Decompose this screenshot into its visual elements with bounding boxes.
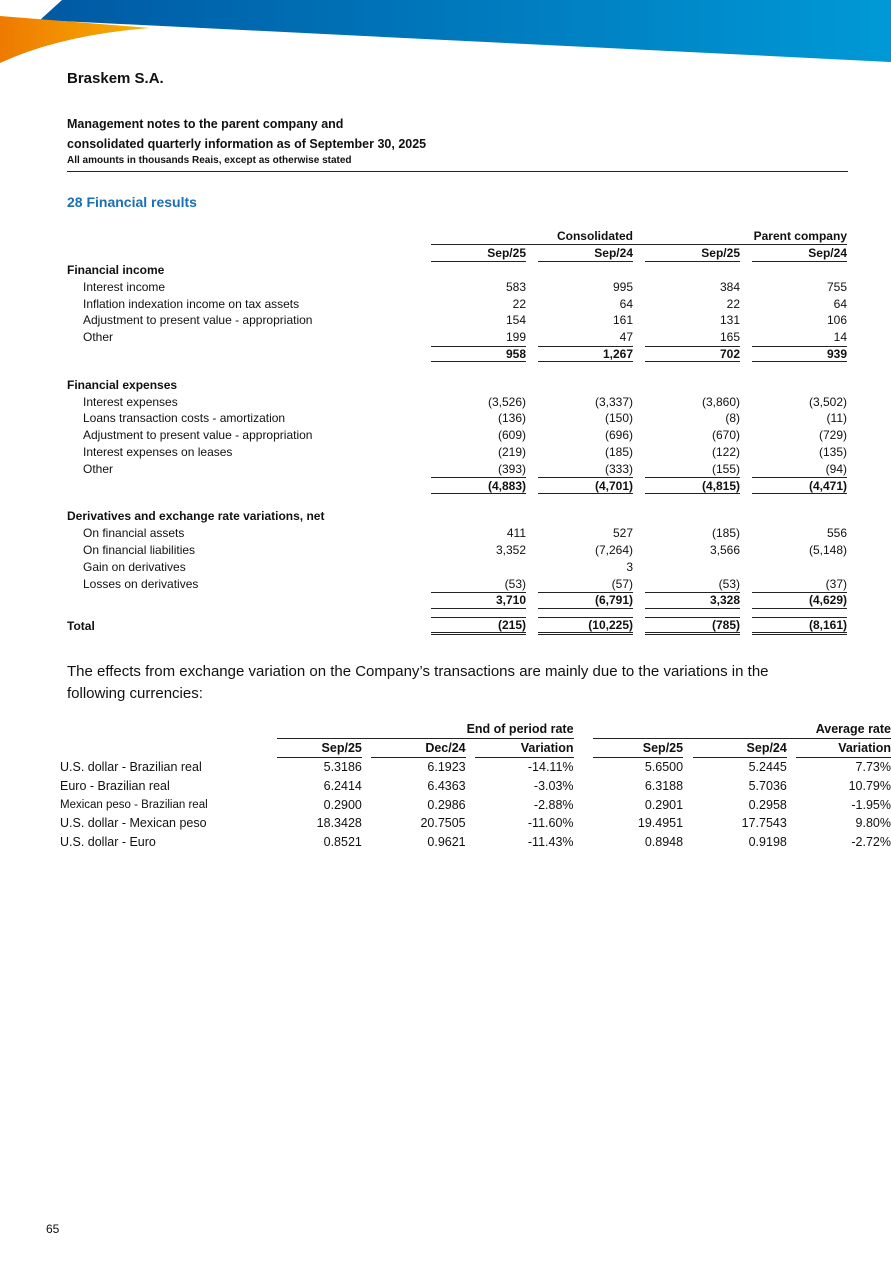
table-row	[67, 410, 847, 427]
cell	[526, 477, 538, 494]
row-label: Loans transaction costs - amortization	[83, 411, 286, 426]
table-row	[67, 460, 847, 477]
cell	[633, 444, 645, 461]
section-header-row	[67, 508, 847, 525]
value-cell: 22	[512, 296, 526, 311]
cell	[526, 525, 538, 542]
column-header-row	[67, 245, 847, 262]
value-cell: 17.7543	[741, 816, 787, 831]
table-row	[67, 558, 847, 575]
value-cell: (53)	[504, 576, 526, 591]
value-cell	[752, 558, 847, 575]
row-label: Other	[83, 330, 114, 345]
value-cell: Sep/25	[431, 245, 526, 262]
cell	[740, 312, 752, 329]
cell	[740, 346, 752, 363]
value-cell: (185)	[604, 444, 633, 459]
company-name: Braskem S.A.	[67, 70, 164, 87]
cell	[740, 477, 752, 494]
value-cell: 10.79%	[848, 778, 891, 793]
cell	[526, 393, 538, 410]
table-row	[67, 393, 847, 410]
value-cell: 995	[612, 279, 633, 294]
value-cell: (785)	[645, 617, 740, 635]
group-header: Consolidated	[431, 228, 633, 245]
table-row	[67, 542, 847, 559]
value-cell: 19.4951	[637, 816, 684, 831]
value-cell: 165	[719, 330, 740, 345]
value-cell: Sep/25	[645, 245, 740, 262]
value-cell: 6.4363	[427, 778, 466, 793]
value-cell: 154	[505, 313, 526, 328]
value-cell: -3.03%	[533, 778, 574, 793]
value-cell: 1,267	[538, 346, 633, 363]
value-cell: -1.95%	[851, 797, 891, 812]
page-number: 65	[46, 1222, 60, 1236]
value-cell: (3,526)	[487, 394, 526, 409]
cell	[633, 312, 645, 329]
value-cell: 5.3186	[323, 759, 362, 774]
value-cell: (8)	[725, 411, 740, 426]
column-header-row	[60, 739, 891, 758]
value-cell: Variation	[796, 739, 891, 758]
value-cell: (333)	[604, 461, 633, 476]
cell	[740, 427, 752, 444]
value-cell: 131	[719, 313, 740, 328]
value-cell: Sep/25	[277, 739, 362, 758]
value-cell: -11.43%	[527, 835, 574, 850]
value-cell: 3,710	[431, 592, 526, 609]
value-cell: 64	[619, 296, 633, 311]
cell	[67, 245, 431, 262]
value-cell: (3,860)	[701, 394, 740, 409]
subtotal-row	[67, 592, 847, 609]
cell	[740, 329, 752, 346]
cell	[633, 329, 645, 346]
value-cell: 20.7505	[420, 816, 466, 831]
cell	[526, 558, 538, 575]
group-header-row	[60, 720, 891, 739]
value-cell: 7.73%	[855, 759, 891, 774]
cell	[740, 393, 752, 410]
value-cell: 18.3428	[316, 816, 362, 831]
cell	[526, 444, 538, 461]
cell	[526, 427, 538, 444]
value-cell: (155)	[711, 461, 740, 476]
value-cell: 0.9198	[748, 835, 787, 850]
value-cell: 939	[752, 346, 847, 363]
value-cell: Sep/25	[593, 739, 683, 758]
subtotal-row	[67, 477, 847, 494]
section-title: 28 Financial results	[67, 194, 197, 210]
value-cell: 0.2900	[323, 797, 362, 812]
cell	[740, 410, 752, 427]
cell	[526, 617, 538, 635]
report-subtitle: Management notes to the parent company and	[67, 117, 344, 131]
row-label: Gain on derivatives	[83, 559, 186, 574]
value-cell: (53)	[718, 576, 740, 591]
value-cell: 958	[431, 346, 526, 363]
value-cell: (122)	[711, 444, 740, 459]
value-cell: (696)	[604, 428, 633, 443]
cell	[67, 346, 431, 363]
section-header-row	[67, 376, 847, 393]
exchange-rates-table	[60, 720, 891, 852]
group-header: Parent company	[645, 228, 847, 245]
table-row	[67, 427, 847, 444]
cell	[526, 245, 538, 262]
value-cell: (7,264)	[594, 542, 633, 557]
section-label: Financial expenses	[67, 377, 178, 392]
table-row	[60, 833, 891, 852]
cell	[633, 228, 645, 245]
value-cell: (57)	[611, 576, 633, 591]
row-label: Adjustment to present value - appropriation	[83, 313, 313, 328]
cell	[740, 617, 752, 635]
cell	[526, 312, 538, 329]
cell	[740, 278, 752, 295]
row-label: Interest expenses	[83, 394, 178, 409]
currency-pair: U.S. dollar - Brazilian real	[60, 759, 202, 774]
cell	[740, 592, 752, 609]
value-cell: 0.9621	[427, 835, 466, 850]
value-cell: 5.7036	[748, 778, 787, 793]
table-row	[67, 444, 847, 461]
cell	[740, 245, 752, 262]
value-cell: Sep/24	[752, 245, 847, 262]
amounts-note: All amounts in thousands Reais, except as otherwise stated	[67, 155, 352, 166]
value-cell: 556	[826, 526, 847, 541]
value-cell: 161	[612, 313, 633, 328]
value-cell: 6.2414	[323, 778, 362, 793]
value-cell: 0.8948	[644, 835, 684, 850]
section-label: Financial income	[67, 262, 165, 277]
value-cell: (6,791)	[538, 592, 633, 609]
table-row	[60, 814, 891, 833]
cell	[67, 228, 431, 245]
value-cell: 411	[506, 526, 526, 541]
value-cell: 3	[626, 559, 633, 574]
currency-pair: U.S. dollar - Euro	[60, 835, 156, 850]
value-cell: (3,502)	[808, 394, 847, 409]
cell	[526, 542, 538, 559]
value-cell: (136)	[497, 411, 526, 426]
value-cell: 3,352	[495, 542, 526, 557]
cell	[526, 575, 538, 592]
value-cell: (150)	[604, 411, 633, 426]
value-cell: (670)	[711, 428, 740, 443]
cell	[740, 525, 752, 542]
header-banner	[0, 0, 891, 70]
value-cell: 6.1923	[427, 759, 466, 774]
cell	[633, 477, 645, 494]
report-subtitle: consolidated quarterly information as of September 30, 2025	[67, 137, 427, 151]
value-cell: Sep/24	[538, 245, 633, 262]
value-cell: Dec/24	[371, 739, 465, 758]
row-label: Interest expenses on leases	[83, 444, 233, 459]
cell	[526, 295, 538, 312]
value-cell: (11)	[826, 411, 847, 426]
value-cell: 755	[826, 279, 847, 294]
cell	[633, 460, 645, 477]
row-label: Adjustment to present value - appropriation	[83, 428, 313, 443]
value-cell: (4,883)	[431, 477, 526, 494]
value-cell: 0.8521	[323, 835, 362, 850]
subtotal-row	[67, 346, 847, 363]
value-cell: 64	[833, 296, 847, 311]
value-cell: 527	[612, 526, 633, 541]
cell	[526, 346, 538, 363]
value-cell: (4,629)	[752, 592, 847, 609]
value-cell: (135)	[818, 444, 847, 459]
cell	[526, 592, 538, 609]
value-cell: (4,815)	[645, 477, 740, 494]
value-cell: 583	[505, 279, 526, 294]
table-row	[67, 525, 847, 542]
cell	[740, 460, 752, 477]
value-cell: -2.88%	[533, 797, 574, 812]
cell	[633, 295, 645, 312]
value-cell: Variation	[475, 739, 573, 758]
value-cell: 106	[826, 313, 847, 328]
value-cell: Sep/24	[693, 739, 787, 758]
cell	[740, 295, 752, 312]
value-cell: 22	[726, 296, 740, 311]
value-cell: 3,328	[645, 592, 740, 609]
value-cell: (185)	[711, 526, 740, 541]
cell	[633, 346, 645, 363]
value-cell: (94)	[825, 461, 847, 476]
value-cell: 6.3188	[644, 778, 684, 793]
cell	[67, 592, 431, 609]
cell	[633, 542, 645, 559]
cell	[633, 558, 645, 575]
cell	[633, 278, 645, 295]
value-cell	[645, 558, 740, 575]
total-row	[67, 617, 847, 635]
table-row	[67, 312, 847, 329]
table-row	[60, 758, 891, 777]
currency-pair: Mexican peso - Brazilian real	[60, 798, 208, 811]
cell	[633, 525, 645, 542]
cell	[633, 393, 645, 410]
table-row	[67, 295, 847, 312]
value-cell: (219)	[497, 444, 526, 459]
currency-pair: U.S. dollar - Mexican peso	[60, 816, 207, 831]
value-cell: 47	[619, 330, 633, 345]
row-label: Losses on derivatives	[83, 576, 199, 591]
total-label: Total	[67, 618, 95, 633]
group-header: Average rate	[593, 720, 891, 739]
value-cell: 9.80%	[855, 816, 891, 831]
row-label: Other	[83, 461, 114, 476]
value-cell: 5.2445	[748, 759, 787, 774]
value-cell: (3,337)	[594, 394, 633, 409]
value-cell: 199	[505, 330, 526, 345]
value-cell: (215)	[431, 617, 526, 635]
value-cell: (8,161)	[752, 617, 847, 635]
value-cell: (609)	[497, 428, 526, 443]
value-cell: 384	[719, 279, 740, 294]
value-cell: 0.2986	[427, 797, 466, 812]
value-cell: -11.60%	[527, 816, 574, 831]
cell	[633, 617, 645, 635]
cell	[740, 542, 752, 559]
row-label: On financial liabilities	[83, 542, 196, 557]
section-header-row	[67, 262, 847, 279]
exchange-paragraph: The effects from exchange variation on the Company’s transactions are mainly due to the variations in the following currencies:	[67, 663, 769, 702]
header-divider	[67, 171, 848, 172]
row-label: On financial assets	[83, 526, 185, 541]
row-label: Inflation indexation income on tax assets	[83, 296, 300, 311]
financial-results-table	[67, 228, 847, 635]
value-cell: 3,566	[709, 542, 740, 557]
value-cell: (37)	[825, 576, 847, 591]
cell	[740, 575, 752, 592]
value-cell: (729)	[818, 428, 847, 443]
value-cell: 702	[645, 346, 740, 363]
value-cell: (5,148)	[808, 542, 847, 557]
cell	[740, 558, 752, 575]
currency-pair: Euro - Brazilian real	[60, 778, 170, 793]
cell	[526, 329, 538, 346]
table-row	[60, 795, 891, 814]
table-row	[67, 329, 847, 346]
cell	[526, 278, 538, 295]
cell	[67, 477, 431, 494]
table-row	[67, 575, 847, 592]
cell	[526, 460, 538, 477]
cell	[633, 410, 645, 427]
row-label: Interest income	[83, 279, 166, 294]
value-cell: 14	[833, 330, 847, 345]
value-cell: 5.6500	[644, 759, 684, 774]
cell	[633, 592, 645, 609]
value-cell: -2.72%	[851, 835, 891, 850]
value-cell: (4,471)	[752, 477, 847, 494]
value-cell	[431, 558, 526, 575]
table-row	[67, 278, 847, 295]
cell	[633, 575, 645, 592]
table-row	[60, 776, 891, 795]
cell	[633, 245, 645, 262]
section-label: Derivatives and exchange rate variations, net	[67, 509, 325, 524]
cell	[740, 444, 752, 461]
value-cell: -14.11%	[527, 759, 574, 774]
value-cell: 0.2958	[748, 797, 787, 812]
cell	[526, 410, 538, 427]
value-cell: (10,225)	[538, 617, 633, 635]
group-header: End of period rate	[277, 720, 573, 739]
cell	[633, 427, 645, 444]
group-header-row	[67, 228, 847, 245]
value-cell: (4,701)	[538, 477, 633, 494]
value-cell: (393)	[497, 461, 526, 476]
value-cell: 0.2901	[644, 797, 684, 812]
